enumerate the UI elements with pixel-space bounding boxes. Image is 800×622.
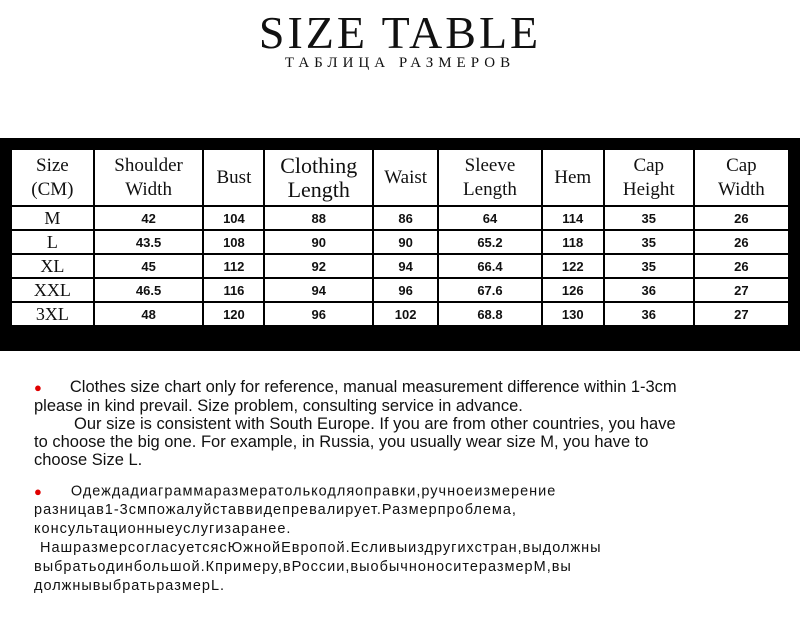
cell-cap-height: 35 (605, 231, 693, 253)
cell-shoulder-width: 43.5 (95, 231, 203, 253)
table-row (12, 303, 788, 325)
cell-clothing-length: 94 (265, 279, 372, 301)
note-line: to choose the big one. For example, in Russia, you usually wear size M, you have to (34, 432, 649, 451)
note-line: choose Size L. (34, 450, 143, 469)
note-line: please in kind prevail. Size problem, consulting service in advance. (34, 396, 523, 415)
cell-shoulder-width: 46.5 (95, 279, 203, 301)
cell-hem: 114 (543, 207, 603, 229)
bullet-icon: ● (34, 484, 43, 499)
cell-hem: 126 (543, 279, 603, 301)
cell-bust: 116 (204, 279, 263, 301)
table-row (12, 231, 788, 253)
cell-bust: 120 (204, 303, 263, 325)
header-cap-height: Cap Height (605, 150, 693, 205)
cell-bust: 108 (204, 231, 263, 253)
cell-shoulder-width: 48 (95, 303, 203, 325)
table-row (12, 279, 788, 301)
cell-waist: 102 (374, 303, 437, 325)
cell-cap-width: 26 (695, 231, 788, 253)
cell-bust: 104 (204, 207, 263, 229)
cell-size: XL (12, 255, 93, 277)
cell-hem: 130 (543, 303, 603, 325)
header-clothing-length: Clothing Length (265, 150, 372, 205)
cell-sleeve-length: 65.2 (439, 231, 540, 253)
cell-cap-width: 27 (695, 279, 788, 301)
note-line: Clothes size chart only for reference, manual measurement difference within 1-3cm (69, 378, 677, 396)
cell-waist: 96 (374, 279, 437, 301)
cell-size: 3XL (12, 303, 93, 325)
cell-sleeve-length: 66.4 (439, 255, 540, 277)
cell-cap-height: 36 (605, 303, 693, 325)
cell-cap-width: 26 (695, 207, 788, 229)
table-row (12, 207, 788, 229)
size-table (10, 148, 790, 327)
cell-cap-width: 26 (695, 255, 788, 277)
note-line: Одеждадиаграммаразмератолькодляоправки,ручноеизмерение (70, 483, 557, 500)
page-subtitle: ТАБЛИЦА РАЗМЕРОВ (284, 55, 516, 71)
note-line: разницав1-3смпожалуйставвидепревалирует.Размерпроблема, (34, 502, 517, 519)
cell-bust: 112 (204, 255, 263, 277)
page-title: SIZE TABLE (258, 7, 542, 58)
note-line: выбратьодинбольшой.Кпримеру,вРоссии,выобычноноситеразмерМ,вы (34, 559, 572, 576)
cell-sleeve-length: 64 (439, 207, 540, 229)
cell-size: XXL (12, 279, 93, 301)
cell-size: M (12, 207, 93, 229)
cell-waist: 94 (374, 255, 437, 277)
cell-shoulder-width: 42 (95, 207, 203, 229)
note-line: консультационныеуслугизаранее. (34, 521, 292, 538)
cell-size: L (12, 231, 93, 253)
cell-cap-height: 35 (605, 207, 693, 229)
cell-hem: 122 (543, 255, 603, 277)
cell-clothing-length: 96 (265, 303, 372, 325)
note-line: должнывыбратьразмерL. (34, 578, 226, 595)
header-bust: Bust (204, 150, 263, 205)
cell-cap-width: 27 (695, 303, 788, 325)
bullet-icon: ● (34, 379, 42, 395)
header-hem: Hem (543, 150, 603, 205)
cell-hem: 118 (543, 231, 603, 253)
note-line: НашразмерсогласуетсясЮжнойЕвропой.Есливыиздругихстран,выдолжны (40, 540, 602, 557)
cell-clothing-length: 88 (265, 207, 372, 229)
table-header-row (12, 150, 788, 205)
cell-cap-height: 35 (605, 255, 693, 277)
header-size: Size (CM) (12, 150, 93, 205)
cell-sleeve-length: 68.8 (439, 303, 540, 325)
header-cap-width: Cap Width (695, 150, 788, 205)
cell-sleeve-length: 67.6 (439, 279, 540, 301)
header-sleeve-length: Sleeve Length (439, 150, 540, 205)
cell-shoulder-width: 45 (95, 255, 203, 277)
cell-waist: 90 (374, 231, 437, 253)
cell-waist: 86 (374, 207, 437, 229)
header-shoulder-width: Shoulder Width (95, 150, 203, 205)
header-waist: Waist (374, 150, 437, 205)
cell-cap-height: 36 (605, 279, 693, 301)
russian-notes (34, 482, 794, 596)
cell-clothing-length: 92 (265, 255, 372, 277)
english-notes (34, 378, 794, 469)
cell-clothing-length: 90 (265, 231, 372, 253)
note-line: Our size is consistent with South Europe. If you are from other countries, you have (74, 414, 676, 433)
table-row (12, 255, 788, 277)
